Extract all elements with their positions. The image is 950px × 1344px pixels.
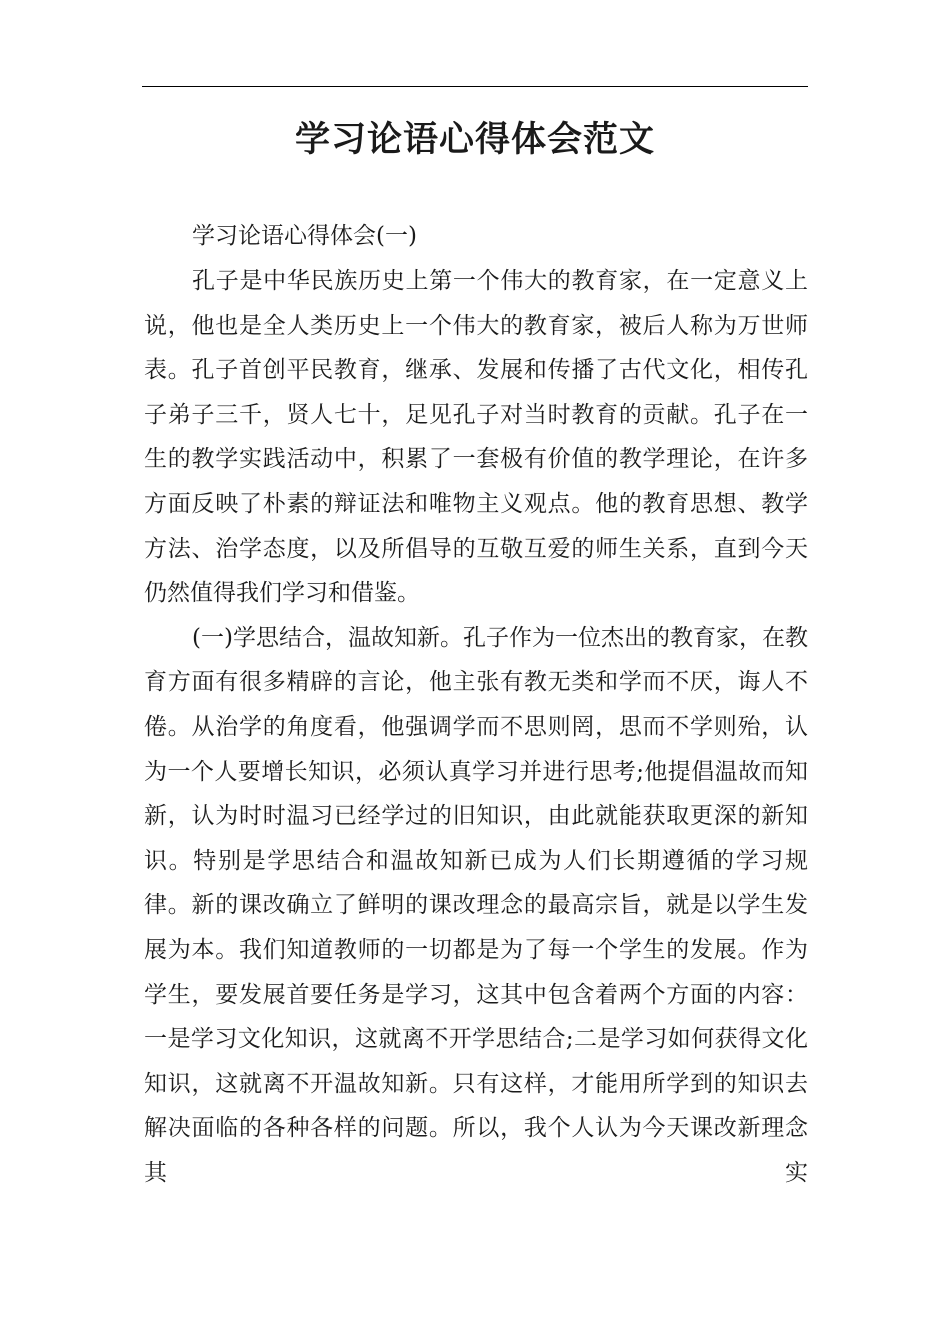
top-rule (142, 86, 808, 87)
document-title: 学习论语心得体会范文 (294, 119, 655, 160)
paragraph-learning-thinking: (一)学思结合，温故知新。孔子作为一位杰出的教育家，在教育方面有很多精辟的言论，他主张有教无类和学而不厌，诲人不倦。从治学的角度看，他强调学而不思则罔，思而不学则殆，认为一个人要增长知识，必须认真学习并进行思考;他提倡温故而知新，认为时时温习已经学过的旧知识，由此就能获取更深的新知识。特别是学思结合和温故知新已成为人们长期遵循的学习规律。新的课改确立了鲜明的课改理念的最高宗旨，就是以学生发展为本。我们知道教师的一切都是为了每一个学生的发展。作为学生，要发展首要任务是学习，这其中包含着两个方面的内容：一是学习文化知识，这就离不开学思结合;二是学习如何获得文化知识，这就离不开温故知新。只有这样，才能用所学到的知识去解决面临的各种各样的问题。所以，我个人认为今天课改新理念其实 (144, 624, 808, 1186)
section-heading: 学习论语心得体会(一) (192, 223, 417, 249)
paragraph-intro: 孔子是中华民族历史上第一个伟大的教育家，在一定意义上说，他也是全人类历史上一个伟大的教育家，被后人称为万世师表。孔子首创平民教育，继承、发展和传播了古代文化，相传孔子弟子三千，贤人七十，足见孔子对当时教育的贡献。孔子在一生的教学实践活动中，积累了一套极有价值的教学理论，在许多方面反映了朴素的辩证法和唯物主义观点。他的教育思想、教学方法、治学态度，以及所倡导的互敬互爱的师生关系，直到今天仍然值得我们学习和借鉴。 (144, 268, 808, 607)
document-body (144, 214, 808, 1195)
